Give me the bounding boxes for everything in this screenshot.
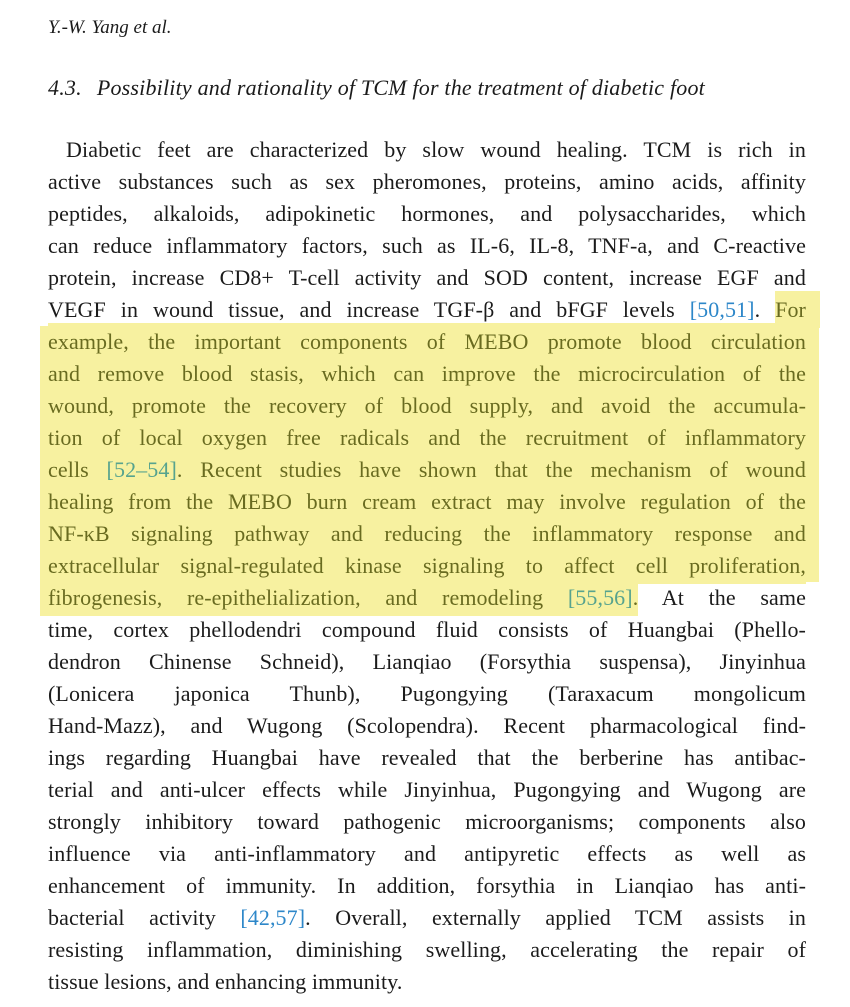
highlighted-text: extracellular signal-regulated kinase signaling to affect cell proliferation, (48, 547, 806, 584)
text-segment: can reduce inflammatory factors, such as IL-6, IL-8, TNF-a, and C-reactive (48, 233, 806, 258)
text-line (48, 742, 806, 774)
text-line (48, 902, 806, 934)
text-line (40, 358, 819, 390)
text-segment: At the same (638, 585, 806, 610)
text-line (48, 966, 806, 998)
highlighted-text: . (633, 579, 639, 616)
text-line (48, 294, 806, 326)
text-line (40, 422, 819, 454)
text-segment: influence via anti-inflammatory and antipyretic effects as well as (48, 841, 806, 866)
highlighted-text: example, the important components of MEBO promote blood circulation (48, 323, 806, 360)
text-segment: resisting inflammation, diminishing swelling, accelerating the repair of (48, 937, 806, 962)
text-line (48, 262, 806, 294)
text-line (40, 550, 819, 582)
text-segment: Hand-Mazz), and Wugong (Scolopendra). Recent pharmacological find- (48, 713, 806, 738)
text-segment: time, cortex phellodendri compound fluid consists of Huangbai (Phello- (48, 617, 806, 642)
text-segment: dendron Chinense Schneid), Lianqiao (Forsythia suspensa), Jinyinhua (48, 649, 806, 674)
section-heading (48, 74, 806, 102)
text-line (48, 646, 806, 678)
text-line (48, 198, 806, 230)
body-paragraph (48, 134, 806, 998)
text-line (48, 134, 806, 166)
text-line (40, 518, 819, 550)
text-line (48, 230, 806, 262)
text-line (48, 870, 806, 902)
highlighted-text: . Recent studies have shown that the mechanism of wound (177, 451, 806, 488)
text-segment: . (754, 297, 776, 322)
text-segment: protein, increase CD8+ T-cell activity and SOD content, increase EGF and (48, 265, 806, 290)
text-line (40, 486, 819, 518)
citation-link[interactable]: [50,51] (689, 297, 755, 322)
highlighted-text: NF-κB signaling pathway and reducing the inflammatory response and (48, 515, 806, 552)
text-line (48, 614, 806, 646)
highlighted-text: fibrogenesis, re-epithelialization, and remodeling (40, 579, 568, 616)
highlighted-text: wound, promote the recovery of blood supply, and avoid the accumula- (48, 387, 806, 424)
highlighted-text: and remove blood stasis, which can improve the microcirculation of the (48, 355, 806, 392)
section-number: 4.3. (48, 75, 82, 100)
text-segment: tissue lesions, and enhancing immunity. (48, 969, 403, 994)
text-line (48, 838, 806, 870)
text-line (48, 582, 806, 614)
text-segment: (Lonicera japonica Thunb), Pugongying (Taraxacum mongolicum (48, 681, 806, 706)
text-line (48, 166, 806, 198)
text-line (40, 326, 819, 358)
highlighted-text: healing from the MEBO burn cream extract may involve regulation of the (48, 483, 806, 520)
text-segment: active substances such as sex pheromones, proteins, amino acids, affinity (48, 169, 806, 194)
text-line (40, 390, 819, 422)
highlighted-citation[interactable]: [52–54] (107, 451, 177, 488)
running-head: Y.-W. Yang et al. (48, 17, 172, 38)
text-segment: bacterial activity (48, 905, 241, 930)
text-segment: enhancement of immunity. In addition, forsythia in Lianqiao has anti- (48, 873, 806, 898)
text-line (48, 710, 806, 742)
text-segment: . Overall, externally applied TCM assists in (305, 905, 806, 930)
section-title: Possibility and rationality of TCM for the treatment of diabetic foot (96, 75, 705, 100)
text-line (48, 678, 806, 710)
text-segment: peptides, alkaloids, adipokinetic hormones, and polysaccharides, which (48, 201, 806, 226)
text-segment: VEGF in wound tissue, and increase TGF-β and bFGF levels (48, 297, 690, 322)
text-line (48, 774, 806, 806)
highlighted-text: tion of local oxygen free radicals and the recruitment of inflammatory (48, 419, 806, 456)
text-line (40, 454, 819, 486)
text-segment: Diabetic feet are characterized by slow wound healing. TCM is rich in (66, 137, 806, 162)
text-line (48, 934, 806, 966)
highlighted-text: cells (48, 451, 107, 488)
citation-link[interactable]: [42,57] (240, 905, 306, 930)
highlighted-text: For (775, 291, 820, 328)
text-segment: strongly inhibitory toward pathogenic microorganisms; components also (48, 809, 806, 834)
text-line (48, 806, 806, 838)
text-segment: ings regarding Huangbai have revealed that the berberine has antibac- (48, 745, 806, 770)
highlighted-citation[interactable]: [55,56] (568, 579, 633, 616)
text-segment: terial and anti-ulcer effects while Jinyinhua, Pugongying and Wugong are (48, 777, 806, 802)
